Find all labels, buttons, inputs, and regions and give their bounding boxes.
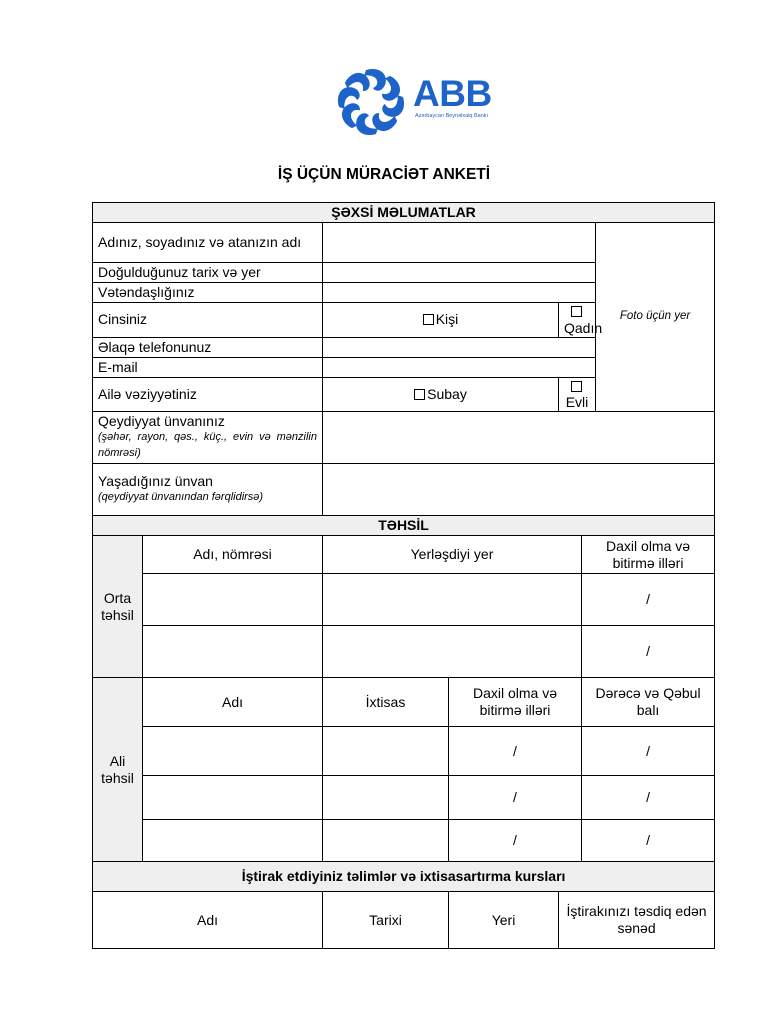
single-label: Subay: [427, 385, 467, 402]
higher-years-field[interactable]: /: [449, 727, 582, 776]
secondary-location-field[interactable]: [323, 574, 582, 626]
secondary-col-name: Adı, nömrəsi: [143, 536, 323, 574]
reg-address-cell: [93, 412, 323, 464]
secondary-name-field[interactable]: [143, 574, 323, 626]
female-label: Qadın: [564, 319, 603, 336]
higher-degree-field[interactable]: /: [582, 727, 715, 776]
full-name-field[interactable]: [323, 223, 596, 263]
abb-logo: [334, 66, 502, 138]
higher-name-field[interactable]: [143, 776, 323, 820]
higher-specialty-field[interactable]: [323, 776, 449, 820]
gender-male-option[interactable]: [323, 303, 559, 338]
higher-years-field[interactable]: /: [449, 776, 582, 820]
marital-label: Ailə vəziyyətiniz: [93, 377, 323, 412]
training-col-place: Yeri: [449, 892, 559, 949]
email-label: E-mail: [93, 357, 323, 377]
higher-col-specialty: İxtisas: [323, 678, 449, 727]
female-checkbox[interactable]: [571, 306, 582, 317]
higher-col-years: Daxil olma və bitirmə illəri: [449, 678, 582, 727]
application-form: [92, 202, 715, 949]
photo-placeholder[interactable]: Foto üçün yer: [596, 223, 715, 412]
single-checkbox[interactable]: [414, 389, 425, 400]
live-address-hint: (qeydiyyat ünvanından fərqlidirsə): [98, 491, 264, 504]
live-address-label: Yaşadığınız ünvan: [98, 473, 213, 490]
secondary-name-field[interactable]: [143, 626, 323, 678]
reg-address-hint: (şəhər, rayon, qəs., küç., evin və mənzilin nömrəsi): [98, 431, 317, 460]
higher-col-name: Adı: [143, 678, 323, 727]
secondary-col-location: Yerləşdiyi yer: [323, 536, 582, 574]
marital-married-option[interactable]: [559, 377, 596, 412]
live-address-cell: [93, 464, 323, 516]
gender-female-option[interactable]: [559, 303, 603, 338]
training-col-name: Adı: [93, 892, 323, 949]
higher-degree-field[interactable]: /: [582, 776, 715, 820]
education-section-header: TƏHSİL: [93, 516, 715, 536]
reg-address-label: Qeydiyyat ünvanınız: [98, 413, 225, 430]
birth-label: Doğulduğunuz tarix və yer: [93, 263, 323, 283]
higher-education-label: Ali təhsil: [93, 678, 143, 862]
training-col-date: Tarixi: [323, 892, 449, 949]
married-label: Evli: [565, 394, 589, 411]
brand-name: ABB: [413, 73, 492, 114]
reg-address-field[interactable]: [323, 412, 715, 464]
secondary-years-field[interactable]: /: [582, 574, 715, 626]
secondary-years-field[interactable]: /: [582, 626, 715, 678]
phone-field[interactable]: [323, 337, 596, 357]
higher-specialty-field[interactable]: [323, 820, 449, 862]
married-checkbox[interactable]: [571, 381, 582, 392]
birth-field[interactable]: [323, 263, 596, 283]
page-title: İŞ ÜÇÜN MÜRACİƏT ANKETİ: [277, 166, 491, 183]
higher-degree-field[interactable]: /: [582, 820, 715, 862]
brand-subtitle: Azərbaycan Beynəlxalq Bankı: [415, 113, 489, 119]
higher-name-field[interactable]: [143, 820, 323, 862]
higher-specialty-field[interactable]: [323, 727, 449, 776]
email-field[interactable]: [323, 357, 596, 377]
citizenship-field[interactable]: [323, 283, 596, 303]
higher-name-field[interactable]: [143, 727, 323, 776]
live-address-field[interactable]: [323, 464, 715, 516]
gender-label: Cinsiniz: [93, 303, 323, 338]
full-name-label: Adınız, soyadınız və atanızın adı: [93, 223, 323, 263]
secondary-col-years: Daxil olma və bitirmə illəri: [582, 536, 715, 574]
higher-col-degree: Dərəcə və Qəbul balı: [582, 678, 715, 727]
secondary-location-field[interactable]: [323, 626, 582, 678]
male-label: Kişi: [435, 311, 459, 328]
training-col-doc: İştirakınızı təsdiq edən sənəd: [559, 892, 715, 949]
abb-emblem-icon: [334, 66, 408, 138]
secondary-education-label: Orta təhsil: [93, 536, 143, 678]
citizenship-label: Vətəndaşlığınız: [93, 283, 323, 303]
higher-years-field[interactable]: /: [449, 820, 582, 862]
personal-section-header: ŞƏXSİ MƏLUMATLAR: [93, 203, 715, 223]
male-checkbox[interactable]: [423, 314, 434, 325]
training-section-header: İştirak etdiyiniz təlimlər və ixtisasartırma kursları: [93, 862, 715, 892]
marital-single-option[interactable]: [323, 377, 559, 412]
phone-label: Əlaqə telefonunuz: [93, 337, 323, 357]
